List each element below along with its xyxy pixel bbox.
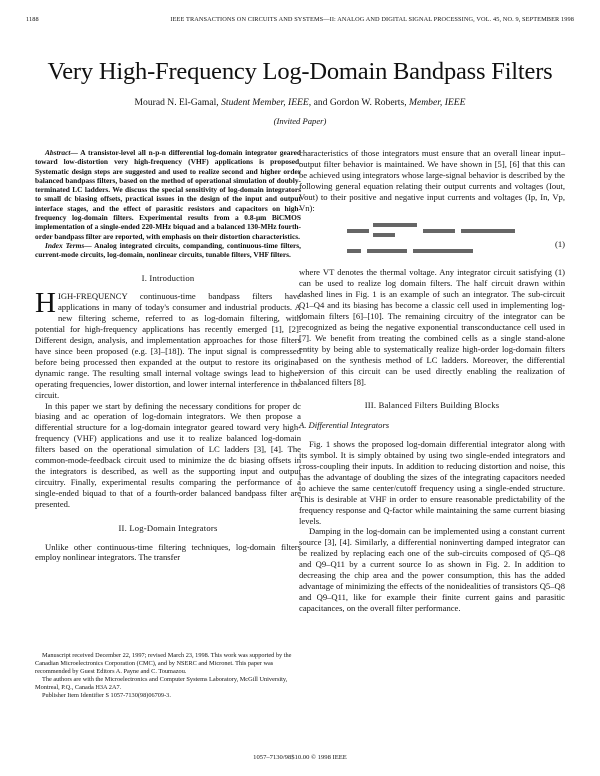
author-1-role: Student Member, IEEE,	[221, 97, 312, 108]
paper-title: Very High-Frequency Log-Domain Bandpass Filters	[47, 58, 553, 85]
footnote-manuscript: Manuscript received December 22, 1997; revised March 23, 1998. This work was supported by the Canadian Microelectronics Corporation (CMC), and by NSERC and Micronet. This paper was recommended by Guest Editors A. Payne and C. Toumazou.	[35, 652, 292, 675]
authors-line	[0, 97, 600, 108]
footnote-publisher-id: Publisher Item Identifier S 1057-7130(98)06709-3.	[42, 691, 171, 699]
right-paragraph-2: where VT denotes the thermal voltage. Any integrator circuit satisfying (1) can be used to realize log domain filters. The half circuit drawn within dashed lines in Fig. 1 is an example of such an integrator. The sub-circuit Q1–Q4 and its biasing has become a classic cell used in implementing log-domain filters [6]–[10]. The remaining circuitry of the integrator can be recognized as being the negative exponential transconductance cell used in [7]. We benefit from treating the combined cells as a single stand-alone entity by being able to systematically realize high-order log-domain filters based on the synthesis method of LC ladders. Moreover, the differential version of this circuit can be used directly enabling the realization of balanced filters [8].	[299, 267, 565, 387]
intro-paragraph-1-text: IGH-FREQUENCY continuous-time bandpass filters have applications in many of today's consumer and industrial products. A new filtering scheme, referred to as log-domain filtering, with potential for high-frequency applications has recently emerged [1], [2]. Different design, analysis, and implementation approaches for those filters have since been proposed (e.g. [3]–[18]). The input signal is compressed before being processed then expanded at the output to restore its original dynamic range. The resulting small internal voltage swings lead to higher operating frequencies, lower distortion, and lower internal interference in the circuit.	[35, 291, 301, 400]
section-heading-balanced: III. Balanced Filters Building Blocks	[364, 400, 500, 411]
drop-cap: H	[35, 287, 56, 320]
author-2-role: Member, IEEE	[409, 97, 466, 108]
author-2: and Gordon W. Roberts,	[313, 97, 407, 108]
section-heading-log-domain: II. Log-Domain Integrators	[118, 522, 218, 533]
left-column	[35, 148, 301, 563]
intro-paragraph-1	[35, 287, 301, 400]
invited-note: (Invited Paper)	[273, 116, 327, 126]
footnotes	[35, 652, 301, 699]
index-terms	[35, 241, 301, 260]
right-paragraph-1: characteristics of those integrators must ensure that an overall linear input–output filter behavior is maintained. We have shown in [5], [6] that this can be achieved using integrators whose large-signal behavior is described by the following general equation relating their output currents and voltages (Iout, Vout) to their positive and negative input currents and voltages (Ip, In, Vp, Vn):	[299, 148, 565, 213]
abstract-label: Abstract—	[45, 148, 78, 157]
page-footer: 1057–7130/98$10.00 © 1998 IEEE	[253, 754, 347, 761]
index-terms-text: Analog integrated circuits, companding, continuous-time filters, current-mode circuits, log-domain, nonlinear circuits, tunable filters, VHF filters.	[35, 240, 302, 260]
section-heading-introduction: I. Introduction	[141, 272, 195, 283]
section2-paragraph-1: Unlike other continuous-time filtering techniques, log-domain filters employ nonlinear integrators. The transfer	[35, 541, 301, 563]
author-1: Mourad N. El-Gamal,	[134, 97, 219, 108]
equation-1-graphic	[299, 219, 529, 263]
right-paragraph-3: Fig. 1 shows the proposed log-domain differential integrator along with its symbol. It is simply obtained by using two single-ended integrators and cross-coupling their inputs. In addition to reducing distortion and noise, this has the advantage of doubling the sizes of the integrating capacitors needed to achieve the same center/cutoff frequency using a single-ended structure. This is desirable at VHF in order to ensure reasonable predictability of the frequency response and Q-factor while maintaining the same current biasing levels.	[299, 439, 565, 526]
abstract	[35, 148, 301, 241]
equation-1	[299, 219, 565, 263]
index-terms-label: Index Terms—	[45, 240, 92, 250]
right-column	[299, 148, 565, 614]
footnote-affiliation: The authors are with the Microelectronics and Computer Systems Laboratory, McGill University, Montreal, P.Q., Canada H3A 2A7.	[35, 675, 288, 691]
subsection-heading-differential: A. Differential Integrators	[299, 420, 390, 431]
right-paragraph-4: Damping in the log-domain can be implemented using a constant current source [3], [4]. Similarly, a differential noninverting damped integrator can be realized by replacing each one of the sub-circuits composed of Q5–Q8 and Q9–Q11 by a current source Io as shown in Fig. 2. In addition to decreasing the chip area and the power consumption, this has the added advantage of minimizing the effects of the nonidealities of transistors Q5–Q8 and Q9–Q11, like for example their finite current gains and parasitic capacitances, on the overall filter performance.	[299, 526, 565, 613]
journal-name: IEEE TRANSACTIONS ON CIRCUITS AND SYSTEMS—II: ANALOG AND DIGITAL SIGNAL PROCESSING, VOL. 45, NO. 9, SEPTEMBER 1998	[170, 16, 574, 23]
page-number: 1188	[26, 16, 39, 23]
intro-paragraph-2: In this paper we start by defining the necessary conditions for proper dc biasing and ac operation of log-domain integrators. We then propose a differential structure for a log-domain integrator geared toward very high-frequency (VHF) applications and use it to realize balanced log-domain filters based on the operational simulation of LC ladders [3], [4]. The common-mode-feedback circuit used to minimize the dc biasing offsets in the integrators is described, as well as the supporting input and output circuitry. Finally, experimental results comparing the performance of a single-ended biquad to that of a fourth-order balanced bandpass filter are presented.	[35, 400, 301, 509]
equation-number: (1)	[554, 239, 565, 250]
abstract-text: A transistor-level all n-p-n differential log-domain integrator geared toward low-distortion very high-frequency (VHF) applications is proposed. Systematic design steps are suggested and used to realize second and higher order balanced bandpass filters, based on the method of operational simulation of doubly-terminated LC ladders. We discuss the special sensitivity of log-domain integrators to small dc biasing offsets, practical issues in the design of the input and output interface stages, and the effect of parasitic resistors and capacitors on high-frequency log-domain filters. Experimental results from a 0.8-μm BiCMOS implementation of a single-ended 220-MHz biquad and a balanced 130-MHz fourth-order bandpass filter are reported, with emphasis on their distortion characteristics.	[35, 148, 301, 241]
